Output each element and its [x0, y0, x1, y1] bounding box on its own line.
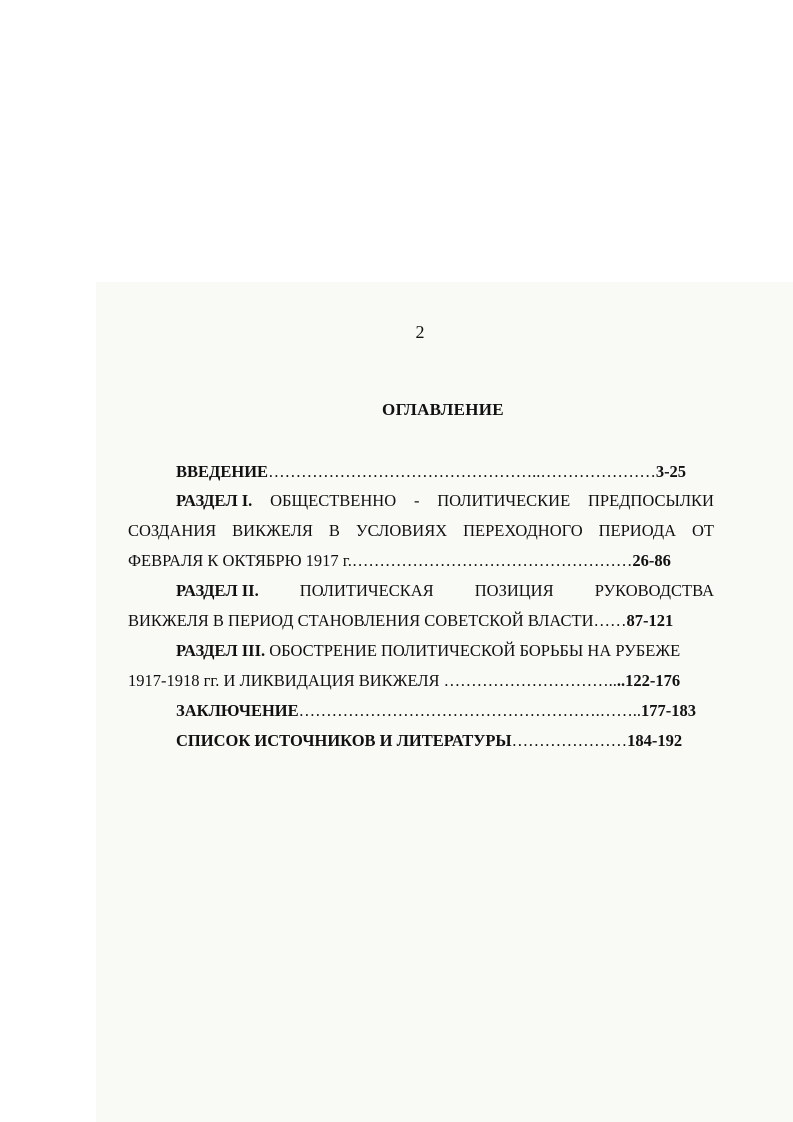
toc-title: ОГЛАВЛЕНИЕ [382, 400, 504, 419]
toc-entry-conclusion [176, 701, 696, 721]
toc-entry-label: РАЗДЕЛ III. [176, 641, 266, 660]
toc-word: ПОЗИЦИЯ [474, 581, 554, 600]
toc-leader-dots: …… [593, 611, 627, 630]
toc-entry-label: РАЗДЕЛ I. [176, 491, 253, 510]
toc-entry-section1-line3 [128, 551, 671, 571]
toc-word: ПОЛИТИЧЕСКАЯ [299, 581, 434, 600]
toc-word: ПРЕДПОСЫЛКИ [587, 491, 714, 510]
toc-entry-section2-line2 [128, 611, 673, 631]
toc-entry-text: ВИКЖЕЛЯ В ПЕРИОД СТАНОВЛЕНИЯ СОВЕТСКОЙ ВЛАСТИ [128, 611, 594, 630]
page-number: 2 [415, 322, 425, 342]
toc-entry-label: ВВЕДЕНИЕ [176, 462, 269, 481]
toc-entry-pages: ..122-176 [616, 671, 681, 690]
toc-entry-section2-line1 [176, 581, 714, 601]
toc-word: В [328, 521, 340, 540]
toc-entry-pages: 87-121 [626, 611, 674, 630]
toc-entry-text: ОБОСТРЕНИЕ ПОЛИТИЧЕСКОЙ БОРЬБЫ НА РУБЕЖЕ [269, 641, 681, 660]
toc-word: - [413, 491, 420, 510]
toc-leader-dots: …………………………………………..………………… [268, 462, 656, 481]
toc-entry-label: СПИСОК ИСТОЧНИКОВ И ЛИТЕРАТУРЫ [176, 731, 512, 750]
toc-entry-text: ФЕВРАЛЯ К ОКТЯБРЮ 1917 г. [128, 551, 352, 570]
toc-entry-section1-line2 [128, 521, 714, 541]
toc-word: ПЕРЕХОДНОГО [463, 521, 583, 540]
toc-word: ПОЛИТИЧЕСКИЕ [437, 491, 571, 510]
toc-entry-label: ЗАКЛЮЧЕНИЕ [176, 701, 299, 720]
toc-word: УСЛОВИЯХ [355, 521, 448, 540]
toc-word: ОБЩЕСТВЕННО [270, 491, 397, 510]
toc-entry-section1-line1 [176, 491, 714, 511]
toc-word: РУКОВОДСТВА [594, 581, 714, 600]
toc-leader-dots: ………………… [511, 731, 628, 750]
toc-word: СОЗДАНИЯ [128, 521, 217, 540]
toc-entry-section3-line1 [176, 641, 680, 661]
toc-entry-pages: 184-192 [627, 731, 683, 750]
toc-entry-label: РАЗДЕЛ II. [176, 581, 259, 600]
toc-entry-text: 1917-1918 гг. И ЛИКВИДАЦИЯ ВИКЖЕЛЯ [128, 671, 440, 690]
toc-entry-pages: 177-183 [641, 701, 696, 720]
toc-leader-dots: …………………………………………… [351, 551, 633, 570]
toc-word: ПЕРИОДА [598, 521, 676, 540]
toc-leader-dots: ……………………………………………….…….. [298, 701, 641, 720]
toc-word: ОТ [691, 521, 714, 540]
toc-entry-pages: 3-25 [655, 462, 687, 481]
toc-leader-dots: ………………………….. [443, 671, 617, 690]
toc-entry-intro [176, 462, 686, 482]
toc-entry-section3-line2 [128, 671, 680, 691]
toc-word: ВИКЖЕЛЯ [232, 521, 313, 540]
toc-entry-pages: 26-86 [632, 551, 671, 570]
toc-entry-sources [176, 731, 682, 751]
